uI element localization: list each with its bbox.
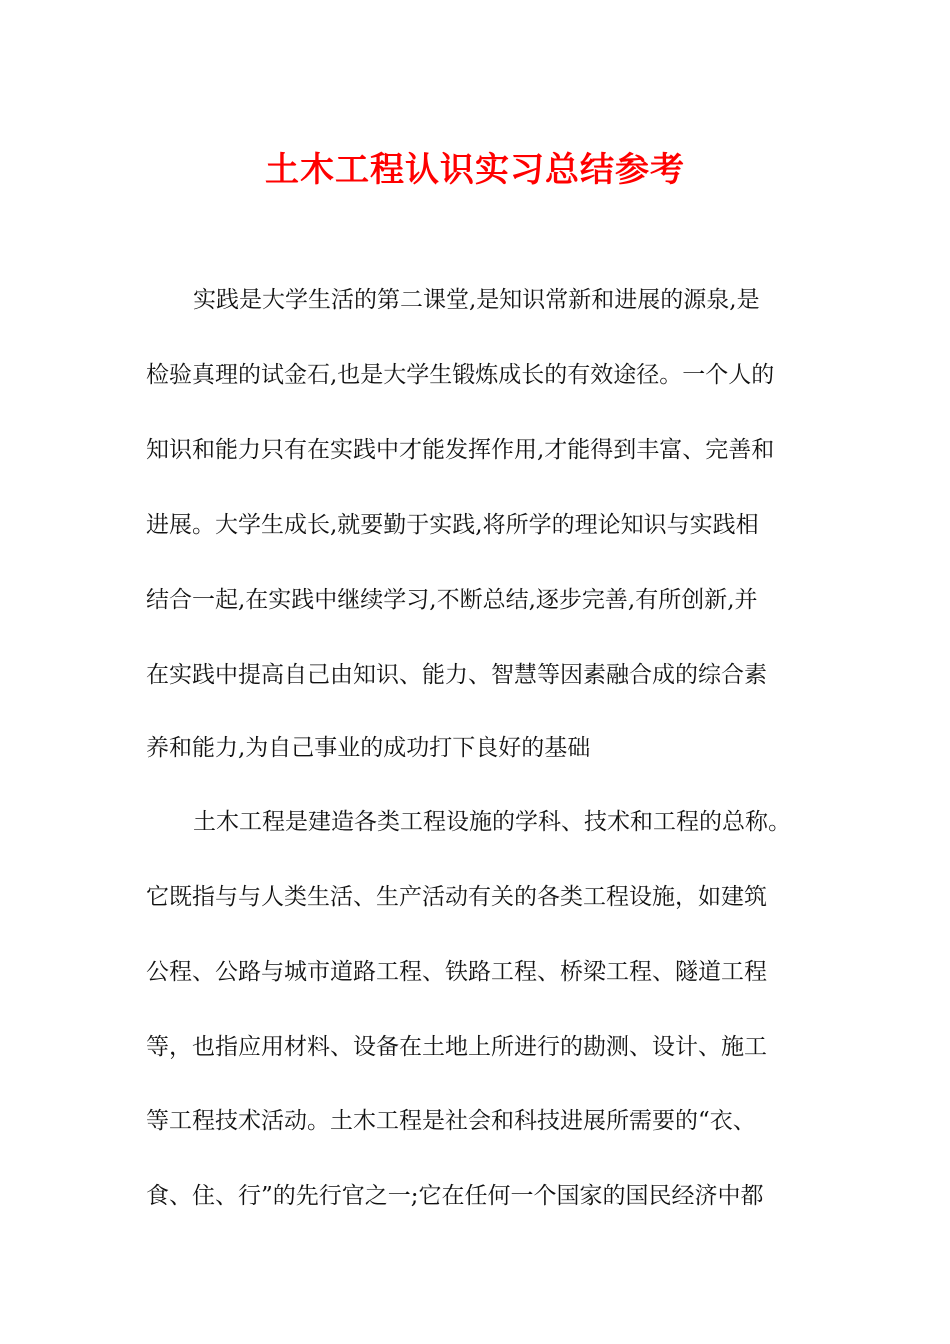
- paragraph-1-line-3: 知识和能力只有在实践中才能发挥作用,才能得到丰富、完善和: [146, 437, 775, 463]
- paragraph-2-line-5: 等工程技术活动。土木工程是社会和科技进展所需要的“衣、: [146, 1108, 756, 1134]
- paragraph-1-line-1: 实践是大学生活的第二课堂,是知识常新和进展的源泉,是: [193, 287, 760, 313]
- paragraph-2-line-2: 它既指与与人类生活、生产活动有关的各类工程设施，如建筑: [146, 884, 767, 910]
- paragraph-2-line-4: 等，也指应用材料、设备在土地上所进行的勘测、设计、施工: [146, 1034, 767, 1060]
- paragraph-1-line-7: 养和能力,为自己事业的成功打下良好的基础: [146, 735, 591, 761]
- paragraph-1-line-5: 结合一起,在实践中继续学习,不断总结,逐步完善,有所创新,并: [146, 587, 758, 613]
- document-title: 土木工程认识实习总结参考: [265, 150, 685, 190]
- paragraph-2-line-1: 土木工程是建造各类工程设施的学科、技术和工程的总称。: [193, 809, 791, 835]
- paragraph-1-line-4: 进展。大学生成长,就要勤于实践,将所学的理论知识与实践相: [146, 512, 759, 538]
- paragraph-1-line-2: 检验真理的试金石,也是大学生锻炼成长的有效途径。一个人的: [146, 362, 775, 388]
- paragraph-2-line-6: 食、住、行”的先行官之一;它在任何一个国家的国民经济中都: [146, 1183, 764, 1209]
- paragraph-2-line-3: 公程、公路与城市道路工程、铁路工程、桥梁工程、隧道工程: [146, 959, 767, 985]
- paragraph-1-line-6: 在实践中提高自己由知识、能力、智慧等因素融合成的综合素: [146, 662, 767, 688]
